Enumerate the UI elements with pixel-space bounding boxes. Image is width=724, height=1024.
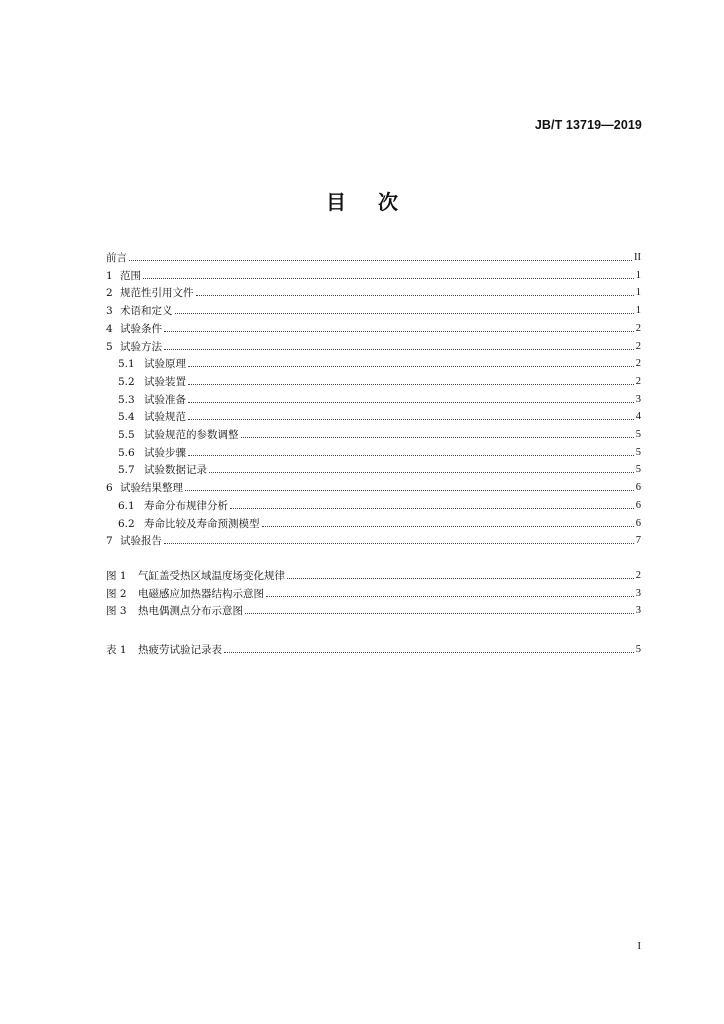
- toc-entry-page: 2: [635, 375, 641, 387]
- dot-leader: [164, 349, 634, 350]
- toc-entry-number: 5.5: [118, 429, 135, 441]
- tables-entry-number: 表 1: [106, 644, 127, 656]
- toc-entry-number: 5.6: [118, 446, 135, 459]
- toc-entry[interactable]: [118, 390, 641, 406]
- toc-entry-page: 6: [635, 517, 641, 529]
- figures-entry-label: 电磁感应加热器结构示意图: [138, 587, 264, 600]
- toc-entry-page: 3: [635, 393, 641, 405]
- figures-entry-number: 图 1: [106, 570, 127, 582]
- toc-entry-page: 1: [635, 269, 641, 281]
- toc-entry[interactable]: [106, 283, 641, 299]
- toc-entry-page: 7: [635, 535, 641, 547]
- dot-leader: [188, 402, 634, 403]
- toc-entry-number: 3: [106, 305, 113, 318]
- toc-entry-page: 1: [635, 287, 641, 299]
- toc-entry-label: 规范性引用文件: [120, 287, 194, 300]
- figures-entry[interactable]: [106, 584, 641, 600]
- toc-entry-label: 试验装置: [144, 375, 186, 388]
- toc-entry-label: 试验结果整理: [120, 482, 183, 495]
- dot-leader: [245, 613, 634, 614]
- figures-entry[interactable]: [106, 566, 641, 582]
- page-number: I: [637, 941, 641, 952]
- toc-entry-number: 5.7: [118, 464, 135, 477]
- toc-entry[interactable]: [118, 372, 641, 388]
- toc-entry[interactable]: [106, 248, 641, 264]
- dot-leader: [129, 260, 632, 261]
- toc-entry-page: 1: [635, 305, 641, 317]
- toc-entry-label: 范围: [120, 269, 141, 282]
- toc-entry[interactable]: [118, 496, 641, 512]
- title-part-1: 目: [326, 190, 346, 214]
- toc-entry-page: 2: [635, 340, 641, 352]
- dot-leader: [188, 419, 634, 420]
- figures-entry-label: 热电偶测点分布示意图: [138, 605, 243, 618]
- toc-entry[interactable]: [118, 425, 641, 441]
- figures-entry-number: 图 2: [106, 587, 127, 600]
- toc-entry-label: 试验步骤: [144, 446, 186, 459]
- dot-leader: [185, 490, 634, 491]
- dot-leader: [230, 508, 634, 509]
- figures-entry-label: 气缸盖受热区域温度场变化规律: [138, 570, 285, 582]
- tables-entry-page: 5: [635, 644, 641, 655]
- dot-leader: [266, 596, 634, 597]
- tables-entry-label: 热疲劳试验记录表: [138, 644, 222, 656]
- toc-entry-label: 试验方法: [120, 340, 162, 353]
- toc-entry[interactable]: [118, 460, 641, 476]
- page-title: [0, 186, 724, 215]
- toc-entry[interactable]: [118, 443, 641, 459]
- figures-entry-number: 图 3: [106, 605, 127, 618]
- toc-entry[interactable]: [106, 319, 641, 335]
- toc-entry-label: 寿命比较及寿命预测模型: [144, 517, 260, 530]
- dot-leader: [164, 543, 634, 544]
- toc-entry-page: 6: [635, 482, 641, 494]
- toc-entry[interactable]: [118, 407, 641, 423]
- dot-leader: [188, 384, 634, 385]
- toc-entry-number: 6.2: [118, 517, 135, 530]
- toc-entry[interactable]: [106, 531, 641, 547]
- tables-entry[interactable]: [106, 640, 641, 656]
- dot-leader: [241, 437, 634, 438]
- toc-entry[interactable]: [106, 478, 641, 494]
- toc-entry-number: 2: [106, 287, 113, 300]
- toc-entry-label: 试验条件: [120, 322, 162, 335]
- toc-entry-number: 1: [106, 269, 113, 282]
- dot-leader: [175, 313, 634, 314]
- toc-entry-number: 5.4: [118, 411, 135, 424]
- standard-number: JB/T 13719—2019: [534, 118, 642, 132]
- toc-entry-number: 6.1: [118, 499, 135, 512]
- toc-entry-page: 2: [635, 358, 641, 370]
- figures-entry[interactable]: [106, 601, 641, 617]
- toc-entry-number: 5.1: [118, 358, 135, 371]
- toc-entry-label: 前言: [106, 252, 127, 264]
- figures-entry-page: 3: [635, 587, 641, 599]
- dot-leader: [188, 455, 634, 456]
- toc-entry-number: 5.2: [118, 375, 135, 388]
- toc-entry-page: II: [634, 252, 641, 263]
- toc-entry[interactable]: [118, 514, 641, 530]
- toc-entry-label: 试验规范: [144, 411, 186, 424]
- dot-leader: [262, 526, 634, 527]
- toc-entry-label: 试验原理: [144, 358, 186, 371]
- dot-leader: [188, 366, 634, 367]
- toc-entry-label: 寿命分布规律分析: [144, 499, 228, 512]
- dot-leader: [287, 578, 634, 579]
- dot-leader: [196, 295, 634, 296]
- toc-entry-page: 6: [635, 499, 641, 511]
- toc-entry-number: 7: [106, 535, 113, 548]
- toc-entry-number: 6: [106, 482, 113, 495]
- toc-entry-page: 5: [635, 446, 641, 458]
- toc-entry-label: 试验数据记录: [144, 464, 207, 477]
- toc-entry-label: 试验报告: [120, 535, 162, 548]
- toc-entry-page: 4: [635, 411, 641, 423]
- toc-entry-label: 试验准备: [144, 393, 186, 406]
- toc-entry[interactable]: [106, 266, 641, 282]
- title-part-2: 次: [378, 190, 398, 214]
- dot-leader: [143, 278, 634, 279]
- toc-entry-page: 5: [635, 429, 641, 440]
- toc-entry-number: 4: [106, 322, 113, 335]
- toc-entry[interactable]: [118, 354, 641, 370]
- toc-entry-page: 2: [635, 322, 641, 334]
- dot-leader: [209, 472, 634, 473]
- dot-leader: [224, 652, 634, 653]
- toc-entry-label: 试验规范的参数调整: [144, 429, 239, 441]
- figures-entry-page: 3: [635, 605, 641, 617]
- toc-entry-number: 5: [106, 340, 113, 353]
- toc-entry-page: 5: [635, 464, 641, 476]
- toc-entry-label: 术语和定义: [120, 305, 173, 318]
- toc-entry[interactable]: [106, 301, 641, 317]
- toc-entry-number: 5.3: [118, 393, 135, 406]
- toc-entry[interactable]: [106, 337, 641, 353]
- figures-entry-page: 2: [635, 570, 641, 581]
- dot-leader: [164, 331, 634, 332]
